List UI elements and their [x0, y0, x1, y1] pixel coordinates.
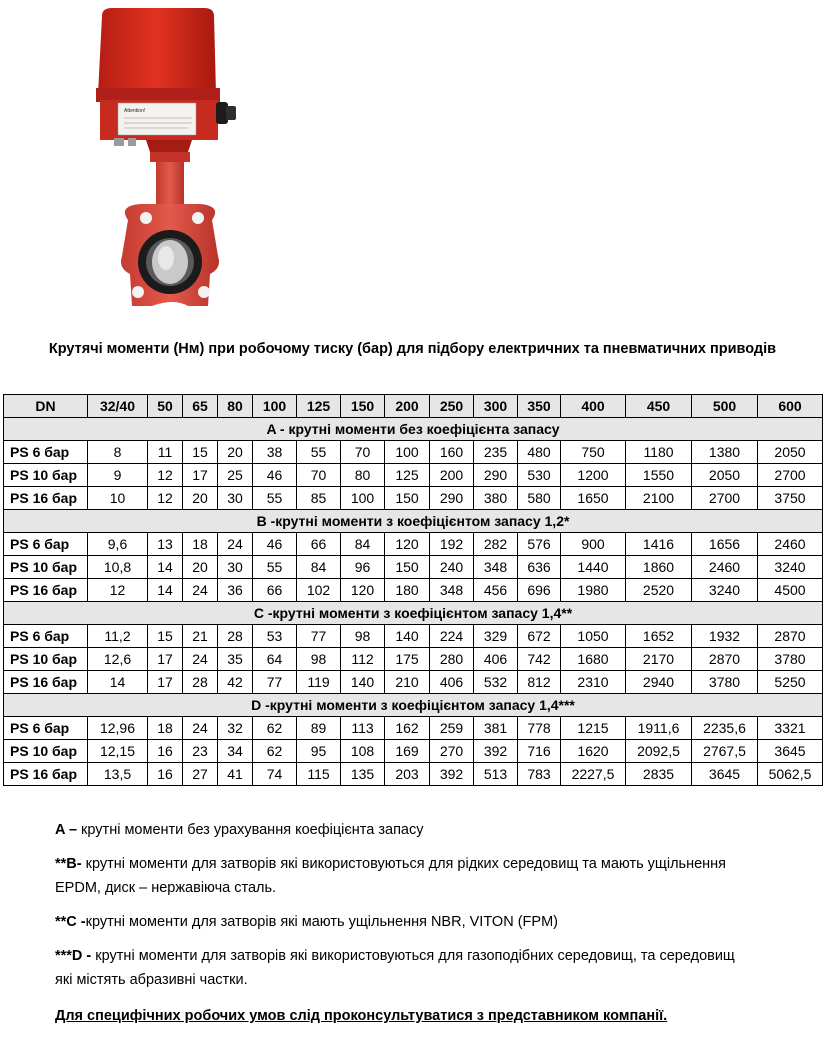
actuator-label-text: Attention! [124, 108, 146, 114]
row-label: PS 10 бар [4, 556, 88, 579]
table-cell: 125 [385, 464, 430, 487]
table-row [4, 717, 823, 740]
table-cell: 1652 [626, 625, 692, 648]
table-cell: 89 [297, 717, 341, 740]
table-section-row [4, 694, 823, 717]
table-cell: 1180 [626, 441, 692, 464]
table-cell: 100 [341, 487, 385, 510]
table-cell: 14 [148, 579, 183, 602]
butterfly-valve-actuator-illustration [88, 6, 258, 306]
table-cell: 135 [341, 763, 385, 786]
table-cell: 9,6 [88, 533, 148, 556]
table-cell: 18 [183, 533, 218, 556]
table-cell: 20 [183, 556, 218, 579]
table-cell: 812 [518, 671, 561, 694]
table-row [4, 441, 823, 464]
table-cell: 2870 [692, 648, 758, 671]
footnote-marker: **B- [55, 856, 82, 872]
table-cell: 380 [474, 487, 518, 510]
table-cell: 1440 [561, 556, 626, 579]
table-cell: 12 [148, 464, 183, 487]
table-cell: 716 [518, 740, 561, 763]
table-cell: 120 [341, 579, 385, 602]
table-cell: 2940 [626, 671, 692, 694]
table-cell: 16 [148, 763, 183, 786]
table-cell: 696 [518, 579, 561, 602]
table-cell: 203 [385, 763, 430, 786]
table-cell: 513 [474, 763, 518, 786]
table-cell: 66 [253, 579, 297, 602]
table-cell: 381 [474, 717, 518, 740]
footnote-marker: A – [55, 822, 78, 838]
table-cell: 55 [297, 441, 341, 464]
table-cell: 34 [218, 740, 253, 763]
table-cell: 532 [474, 671, 518, 694]
table-cell: 175 [385, 648, 430, 671]
section-title: A - крутні моменти без коефіцієнта запасу [4, 418, 823, 441]
table-cell: 2700 [758, 464, 823, 487]
table-cell: 27 [183, 763, 218, 786]
footnote-text: крутні моменти без урахування коефіцієнта запасу [77, 822, 424, 838]
table-cell: 1656 [692, 533, 758, 556]
page-title: Крутячі моменти (Нм) при робочому тиску (бар) для підбору електричних та пневматичних приводів [48, 341, 777, 357]
table-cell: 12,96 [88, 717, 148, 740]
table-cell: 280 [430, 648, 474, 671]
table-cell: 24 [183, 717, 218, 740]
footnote-marker: ***D - [55, 948, 92, 964]
table-cell: 100 [385, 441, 430, 464]
table-cell: 46 [253, 464, 297, 487]
table-cell: 900 [561, 533, 626, 556]
footnote-a [55, 818, 755, 842]
table-cell: 150 [385, 556, 430, 579]
table-cell: 3321 [758, 717, 823, 740]
table-cell: 21 [183, 625, 218, 648]
table-cell: 28 [183, 671, 218, 694]
table-cell: 120 [385, 533, 430, 556]
table-cell: 778 [518, 717, 561, 740]
table-cell: 4500 [758, 579, 823, 602]
table-cell: 580 [518, 487, 561, 510]
table-cell: 11,2 [88, 625, 148, 648]
table-cell: 36 [218, 579, 253, 602]
table-cell: 1650 [561, 487, 626, 510]
table-cell: 750 [561, 441, 626, 464]
table-cell: 102 [297, 579, 341, 602]
table-cell: 140 [385, 625, 430, 648]
footnote-c [55, 910, 755, 934]
table-cell: 62 [253, 717, 297, 740]
table-cell: 17 [148, 671, 183, 694]
table-cell: 2050 [758, 441, 823, 464]
table-cell: 480 [518, 441, 561, 464]
table-cell: 3240 [692, 579, 758, 602]
table-cell: 8 [88, 441, 148, 464]
section-title: C -крутні моменти з коефіцієнтом запасу 1,4** [4, 602, 823, 625]
table-cell: 2170 [626, 648, 692, 671]
table-row [4, 671, 823, 694]
footnote-text: крутні моменти для затворів які мають ущільнення NBR, VITON (FPM) [85, 914, 558, 930]
table-cell: 1215 [561, 717, 626, 740]
header-cell: DN [4, 395, 88, 418]
footnote-b [55, 852, 755, 900]
table-cell: 5250 [758, 671, 823, 694]
footnote-marker: **C - [55, 914, 86, 930]
table-cell: 2835 [626, 763, 692, 786]
header-cell: 500 [692, 395, 758, 418]
table-cell: 290 [474, 464, 518, 487]
table-cell: 108 [341, 740, 385, 763]
row-label: PS 6 бар [4, 533, 88, 556]
table-row [4, 625, 823, 648]
table-cell: 16 [148, 740, 183, 763]
table-cell: 180 [385, 579, 430, 602]
header-cell: 150 [341, 395, 385, 418]
table-cell: 2310 [561, 671, 626, 694]
table-row [4, 763, 823, 786]
table-cell: 1980 [561, 579, 626, 602]
torque-table [3, 394, 823, 786]
table-cell: 30 [218, 556, 253, 579]
table-cell: 20 [218, 441, 253, 464]
table-cell: 1416 [626, 533, 692, 556]
table-cell: 672 [518, 625, 561, 648]
table-cell: 12,6 [88, 648, 148, 671]
table-cell: 192 [430, 533, 474, 556]
table-cell: 17 [148, 648, 183, 671]
table-cell: 25 [218, 464, 253, 487]
table-cell: 12 [88, 579, 148, 602]
table-cell: 66 [297, 533, 341, 556]
section-title: B -крутні моменти з коефіцієнтом запасу 1,2* [4, 510, 823, 533]
header-cell: 32/40 [88, 395, 148, 418]
table-cell: 348 [474, 556, 518, 579]
table-cell: 282 [474, 533, 518, 556]
table-cell: 140 [341, 671, 385, 694]
table-cell: 3750 [758, 487, 823, 510]
table-cell: 115 [297, 763, 341, 786]
header-cell: 400 [561, 395, 626, 418]
row-label: PS 6 бар [4, 717, 88, 740]
table-cell: 35 [218, 648, 253, 671]
table-cell: 1380 [692, 441, 758, 464]
table-cell: 406 [474, 648, 518, 671]
header-cell: 450 [626, 395, 692, 418]
table-cell: 2092,5 [626, 740, 692, 763]
table-cell: 24 [183, 648, 218, 671]
table-cell: 3645 [758, 740, 823, 763]
table-cell: 62 [253, 740, 297, 763]
table-cell: 53 [253, 625, 297, 648]
table-row [4, 556, 823, 579]
table-cell: 85 [297, 487, 341, 510]
table-cell: 2870 [758, 625, 823, 648]
table-cell: 12,15 [88, 740, 148, 763]
table-cell: 74 [253, 763, 297, 786]
table-cell: 3645 [692, 763, 758, 786]
row-label: PS 6 бар [4, 441, 88, 464]
table-cell: 80 [341, 464, 385, 487]
table-cell: 329 [474, 625, 518, 648]
table-cell: 42 [218, 671, 253, 694]
table-cell: 210 [385, 671, 430, 694]
table-cell: 456 [474, 579, 518, 602]
table-cell: 46 [253, 533, 297, 556]
row-label: PS 10 бар [4, 464, 88, 487]
table-cell: 113 [341, 717, 385, 740]
row-label: PS 16 бар [4, 763, 88, 786]
row-label: PS 16 бар [4, 487, 88, 510]
table-cell: 11 [148, 441, 183, 464]
table-cell: 200 [430, 464, 474, 487]
header-cell: 50 [148, 395, 183, 418]
table-cell: 98 [341, 625, 385, 648]
table-cell: 14 [148, 556, 183, 579]
table-cell: 224 [430, 625, 474, 648]
table-row [4, 648, 823, 671]
table-cell: 3780 [758, 648, 823, 671]
table-cell: 77 [253, 671, 297, 694]
table-cell: 70 [341, 441, 385, 464]
table-cell: 5062,5 [758, 763, 823, 786]
header-cell: 200 [385, 395, 430, 418]
table-cell: 64 [253, 648, 297, 671]
table-row [4, 740, 823, 763]
footnote-text: крутні моменти для затворів які використовуються для газоподібних середовищ, та середовищ які містять абразивні частки. [55, 948, 735, 988]
table-cell: 2050 [692, 464, 758, 487]
table-cell: 783 [518, 763, 561, 786]
table-cell: 119 [297, 671, 341, 694]
table-cell: 259 [430, 717, 474, 740]
table-cell: 1680 [561, 648, 626, 671]
table-cell: 84 [341, 533, 385, 556]
footnote-d [55, 944, 755, 992]
header-cell: 125 [297, 395, 341, 418]
header-cell: 350 [518, 395, 561, 418]
header-cell: 250 [430, 395, 474, 418]
table-cell: 98 [297, 648, 341, 671]
table-cell: 112 [341, 648, 385, 671]
table-cell: 576 [518, 533, 561, 556]
product-image [88, 6, 258, 306]
table-section-row [4, 602, 823, 625]
footnotes [55, 818, 755, 1038]
table-cell: 1200 [561, 464, 626, 487]
contact-note: Для специфічних робочих умов слід проконсультуватися з представником компанії. [55, 1008, 668, 1024]
table-cell: 9 [88, 464, 148, 487]
torque-table-body [4, 418, 823, 786]
header-cell: 100 [253, 395, 297, 418]
table-cell: 41 [218, 763, 253, 786]
table-cell: 1932 [692, 625, 758, 648]
table-cell: 84 [297, 556, 341, 579]
table-row [4, 533, 823, 556]
table-cell: 13,5 [88, 763, 148, 786]
table-cell: 742 [518, 648, 561, 671]
row-label: PS 16 бар [4, 579, 88, 602]
footnote-text: крутні моменти для затворів які використовуються для рідких середовищ та мають ущільнення EPDM, диск – нержавіюча сталь. [55, 856, 727, 896]
table-cell: 150 [385, 487, 430, 510]
table-header-row [4, 395, 823, 418]
table-cell: 392 [474, 740, 518, 763]
section-title: D -крутні моменти з коефіцієнтом запасу 1,4*** [4, 694, 823, 717]
table-cell: 2227,5 [561, 763, 626, 786]
table-cell: 2235,6 [692, 717, 758, 740]
row-label: PS 16 бар [4, 671, 88, 694]
table-cell: 14 [88, 671, 148, 694]
table-cell: 2700 [692, 487, 758, 510]
table-cell: 530 [518, 464, 561, 487]
table-cell: 406 [430, 671, 474, 694]
table-cell: 2100 [626, 487, 692, 510]
table-cell: 392 [430, 763, 474, 786]
table-cell: 2460 [692, 556, 758, 579]
table-cell: 18 [148, 717, 183, 740]
table-cell: 12 [148, 487, 183, 510]
table-cell: 162 [385, 717, 430, 740]
table-cell: 70 [297, 464, 341, 487]
table-row [4, 487, 823, 510]
table-cell: 348 [430, 579, 474, 602]
table-cell: 28 [218, 625, 253, 648]
table-cell: 10,8 [88, 556, 148, 579]
table-cell: 1620 [561, 740, 626, 763]
table-cell: 24 [183, 579, 218, 602]
table-cell: 30 [218, 487, 253, 510]
table-cell: 20 [183, 487, 218, 510]
table-cell: 95 [297, 740, 341, 763]
table-cell: 290 [430, 487, 474, 510]
table-cell: 38 [253, 441, 297, 464]
header-cell: 600 [758, 395, 823, 418]
table-cell: 96 [341, 556, 385, 579]
table-cell: 270 [430, 740, 474, 763]
table-cell: 32 [218, 717, 253, 740]
table-cell: 15 [148, 625, 183, 648]
table-cell: 15 [183, 441, 218, 464]
table-cell: 235 [474, 441, 518, 464]
row-label: PS 6 бар [4, 625, 88, 648]
table-cell: 3240 [758, 556, 823, 579]
header-cell: 80 [218, 395, 253, 418]
table-cell: 2460 [758, 533, 823, 556]
table-section-row [4, 418, 823, 441]
table-cell: 13 [148, 533, 183, 556]
row-label: PS 10 бар [4, 648, 88, 671]
table-cell: 636 [518, 556, 561, 579]
table-cell: 2767,5 [692, 740, 758, 763]
row-label: PS 10 бар [4, 740, 88, 763]
table-cell: 240 [430, 556, 474, 579]
table-row [4, 464, 823, 487]
header-cell: 65 [183, 395, 218, 418]
table-cell: 24 [218, 533, 253, 556]
table-cell: 160 [430, 441, 474, 464]
table-cell: 1911,6 [626, 717, 692, 740]
table-cell: 10 [88, 487, 148, 510]
header-cell: 300 [474, 395, 518, 418]
table-cell: 17 [183, 464, 218, 487]
table-cell: 1860 [626, 556, 692, 579]
table-cell: 55 [253, 487, 297, 510]
table-cell: 1550 [626, 464, 692, 487]
table-row [4, 579, 823, 602]
table-cell: 23 [183, 740, 218, 763]
table-cell: 1050 [561, 625, 626, 648]
table-cell: 3780 [692, 671, 758, 694]
table-cell: 169 [385, 740, 430, 763]
table-cell: 55 [253, 556, 297, 579]
table-section-row [4, 510, 823, 533]
table-cell: 2520 [626, 579, 692, 602]
table-cell: 77 [297, 625, 341, 648]
